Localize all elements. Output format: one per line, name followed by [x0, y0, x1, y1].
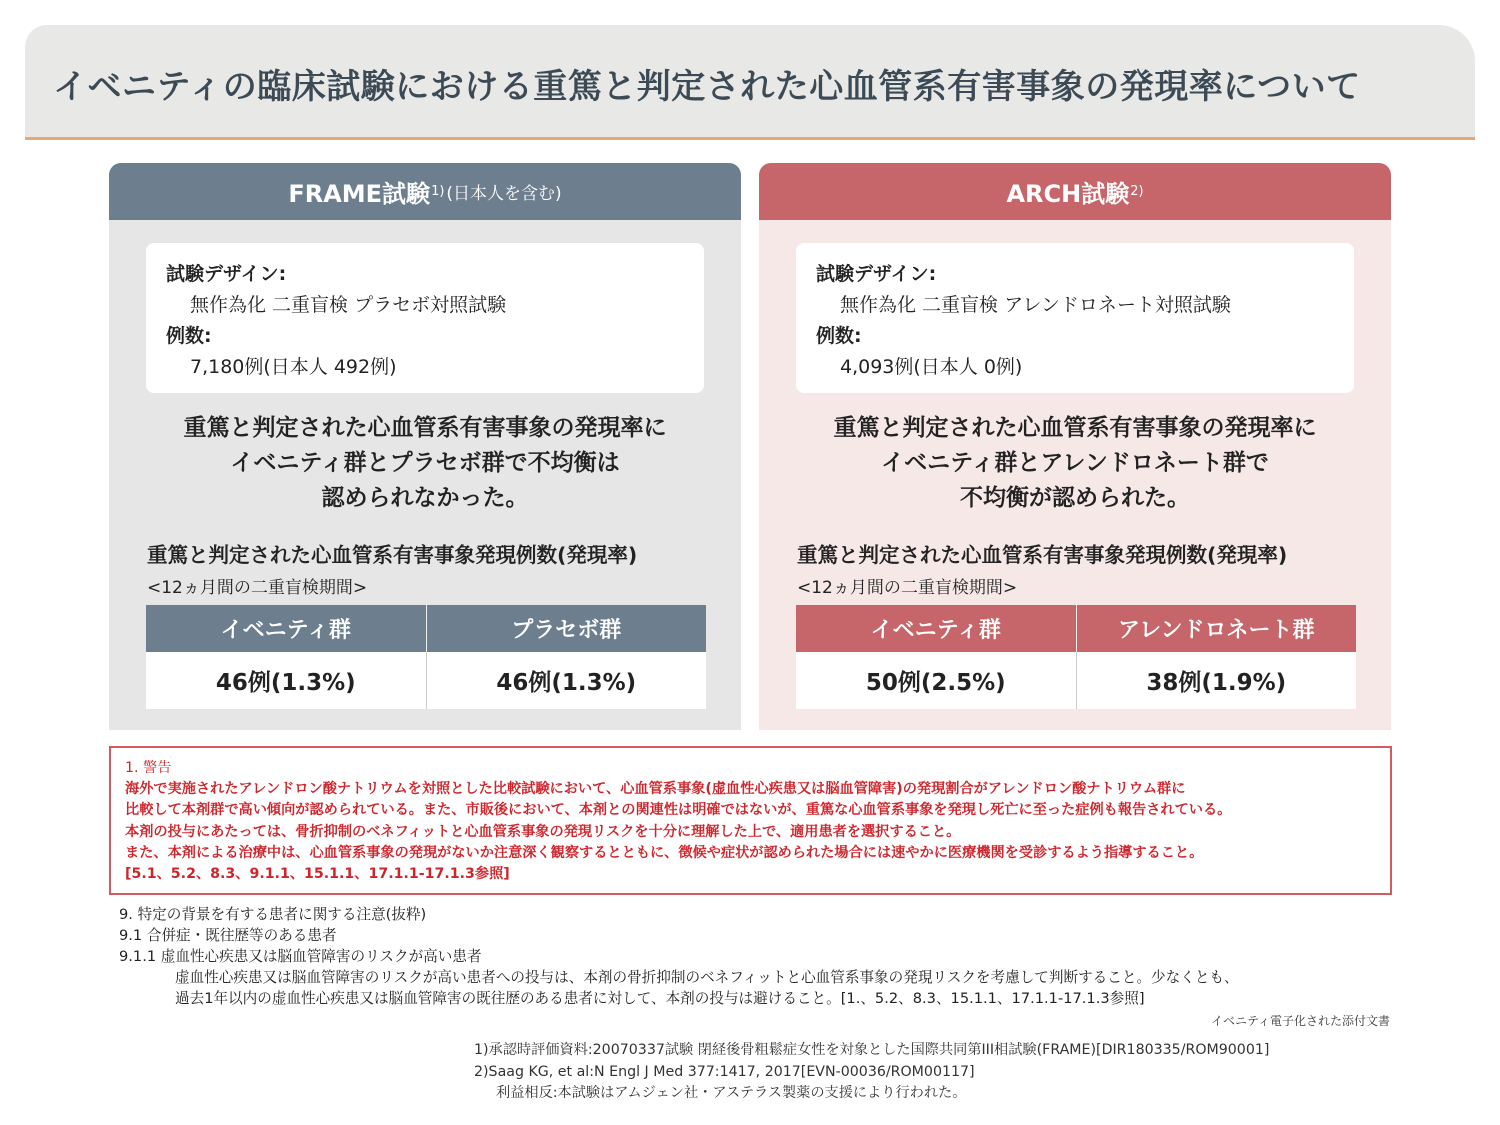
precaution-line: 9.1.1 虚血性心疾患又は脳血管障害のリスクが高い患者 [119, 948, 482, 965]
table-header-row [146, 605, 706, 652]
page-title: イベニティの臨床試験における重篤と判定された心血管系有害事象の発現率について [53, 67, 1361, 107]
design-label: 試験デザイン: [816, 263, 937, 285]
frame-trial-name: FRAME試験 [288, 180, 431, 208]
arch-results-table [796, 605, 1356, 709]
count-label: 例数: [166, 325, 212, 347]
conclusion-line: 不均衡が認められた。 [960, 485, 1190, 511]
references [474, 1040, 1269, 1105]
arch-trial-name: ARCH試験 [1006, 180, 1130, 208]
title-bar [25, 25, 1475, 140]
warning-line: 海外で実施されたアレンドロン酸ナトリウムを対照とした比較試験において、心血管系事象(虚血性心疾患又は脳血管障害)の発現割合がアレンドロン酸ナトリウム群に [125, 781, 1186, 798]
source-note: イベニティ電子化された添付文書 [1210, 1014, 1390, 1028]
precaution-detail-line: 過去1年以内の虚血性心疾患又は脳血管障害の既往歴のある患者に対して、本剤の投与は避けること。[1.、5.2、8.3、15.1.1、17.1.1-17.1.3参照] [175, 990, 1145, 1007]
column-header: プラセボ群 [426, 605, 706, 652]
table-cell: 38例(1.9%) [1076, 652, 1356, 709]
column-header: イベニティ群 [796, 605, 1076, 652]
table-cell: 50例(2.5%) [796, 652, 1076, 709]
arch-table-title: 重篤と判定された心血管系有害事象発現例数(発現率) [797, 543, 1288, 567]
reference-item: 1)承認時評価資料:20070337試験 閉経後骨粗鬆症女性を対象とした国際共同第III相試験(FRAME)[DIR180335/ROM90001] [474, 1042, 1270, 1058]
count-value: 4,093例(日本人 0例) [840, 356, 1023, 378]
warning-line: また、本剤による治療中は、心血管系事象の発現がないか注意深く観察するとともに、徴候や症状が認められた場合には速やかに医療機関を受診するよう指導すること。 [125, 844, 1204, 861]
frame-table-period: <12ヵ月間の二重盲検期間> [147, 578, 368, 598]
arch-panel-header [759, 163, 1391, 220]
column-header: アレンドロネート群 [1076, 605, 1356, 652]
table-cell: 46例(1.3%) [146, 652, 426, 709]
precaution-line: 9.1 合併症・既往歴等のある患者 [119, 927, 337, 944]
conclusion-line: イベニティ群とプラセボ群で不均衡は [230, 450, 620, 476]
conclusion-line: 重篤と判定された心血管系有害事象の発現率に [833, 415, 1317, 441]
warning-box [109, 746, 1392, 895]
frame-panel-header [109, 163, 741, 220]
frame-trial-panel [109, 163, 741, 730]
frame-subtitle: (日本人を含む) [446, 184, 562, 204]
warning-heading: 1. 警告 [125, 760, 172, 776]
precaution-line: 9. 特定の背景を有する患者に関する注意(抜粋) [119, 906, 427, 923]
table-cell: 46例(1.3%) [426, 652, 706, 709]
conclusion-line: 認められなかった。 [321, 485, 529, 511]
frame-design-box [146, 243, 704, 393]
frame-reference-mark: 1) [431, 184, 445, 199]
conclusion-line: イベニティ群とアレンドロネート群で [881, 450, 1269, 476]
arch-trial-panel [759, 163, 1391, 730]
frame-table-title: 重篤と判定された心血管系有害事象発現例数(発現率) [147, 543, 638, 567]
conflict-of-interest-note: 利益相反:本試験はアムジェン社・アステラス製薬の支援により行われた。 [496, 1085, 967, 1101]
design-value: 無作為化 二重盲検 プラセボ対照試験 [190, 294, 507, 316]
count-value: 7,180例(日本人 492例) [190, 356, 397, 378]
design-label: 試験デザイン: [166, 263, 287, 285]
warning-line: 比較して本剤群で高い傾向が認められている。また、市販後において、本剤との関連性は明確ではないが、重篤な心血管系事象を発現し死亡に至った症例も報告されている。 [125, 802, 1232, 819]
column-header: イベニティ群 [146, 605, 426, 652]
conclusion-line: 重篤と判定された心血管系有害事象の発現率に [183, 415, 667, 441]
warning-line: 本剤の投与にあたっては、骨折抑制のベネフィットと心血管系事象の発現リスクを十分に理解した上で、適用患者を選択すること。 [125, 823, 961, 840]
count-label: 例数: [816, 325, 862, 347]
arch-reference-mark: 2) [1130, 184, 1144, 199]
arch-conclusion [759, 411, 1391, 516]
arch-table-period: <12ヵ月間の二重盲検期間> [797, 578, 1018, 598]
table-row [796, 652, 1356, 709]
precautions-section [119, 904, 1239, 1009]
frame-results-table [146, 605, 706, 709]
warning-line: [5.1、5.2、8.3、9.1.1、15.1.1、17.1.1-17.1.3参照] [125, 866, 510, 883]
frame-conclusion [109, 411, 741, 516]
table-row [146, 652, 706, 709]
arch-design-box [796, 243, 1354, 393]
design-value: 無作為化 二重盲検 アレンドロネート対照試験 [840, 294, 1231, 316]
table-header-row [796, 605, 1356, 652]
precaution-detail-line: 虚血性心疾患又は脳血管障害のリスクが高い患者への投与は、本剤の骨折抑制のベネフィットと心血管系事象の発現リスクを考慮して判断すること。少なくとも、 [175, 969, 1239, 986]
reference-item: 2)Saag KG, et al:N Engl J Med 377:1417, 2017[EVN-00036/ROM00117] [474, 1063, 975, 1080]
